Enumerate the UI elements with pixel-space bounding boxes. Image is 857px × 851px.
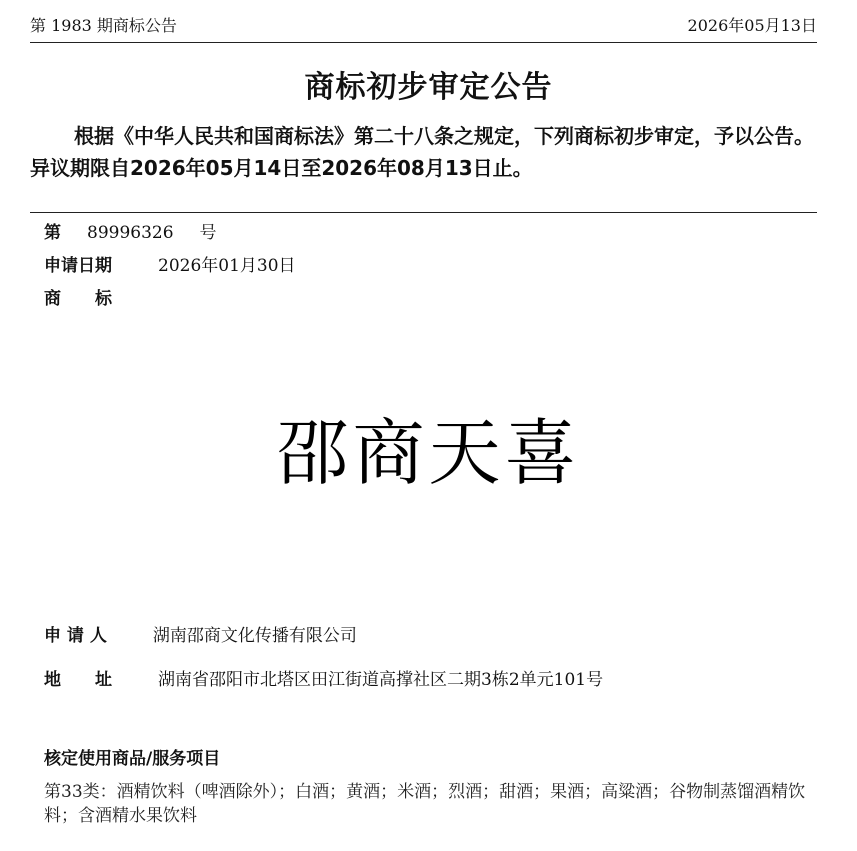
- applicant-name: 湖南邵商文化传播有限公司: [152, 626, 357, 646]
- applicant-row: [44, 624, 357, 648]
- apply-date: 2026年01月30日: [158, 256, 296, 276]
- goods-section-title: 核定使用商品/服务项目: [44, 749, 221, 769]
- apply-date-row: [44, 254, 296, 278]
- number-suffix: 号: [199, 223, 217, 243]
- mark-label: 商 标: [44, 289, 112, 309]
- registration-number-row: [44, 221, 217, 245]
- number-prefix: 第: [44, 223, 61, 243]
- section-divider: [30, 212, 817, 213]
- address-row: [44, 668, 603, 692]
- publish-date: 2026年05月13日: [687, 16, 817, 35]
- applicant-label: 申 请 人: [44, 626, 107, 646]
- issue-label: 第 1983 期商标公告: [30, 16, 177, 35]
- address-value: 湖南省邵阳市北塔区田江街道高撑社区二期3栋2单元101号: [158, 670, 604, 690]
- page-header: [30, 14, 817, 43]
- goods-list: 第33类：酒精饮料（啤酒除外）；白酒；黄酒；米酒；烈酒；甜酒；果酒；高粱酒；谷物制蒸馏酒精饮料；含酒精水果饮料: [44, 782, 806, 826]
- mark-row: [44, 287, 112, 311]
- trademark-text: 邵商天喜: [276, 411, 581, 495]
- page-title: 商标初步审定公告: [304, 70, 553, 105]
- apply-date-label: 申请日期: [44, 256, 112, 276]
- address-label: 地 址: [44, 670, 112, 690]
- registration-number: 89996326: [87, 223, 174, 243]
- intro-paragraph: 根据《中华人民共和国商标法》第二十八条之规定，下列商标初步审定，予以公告。异议期限自2026年05月14日至2026年08月13日止。: [30, 124, 814, 180]
